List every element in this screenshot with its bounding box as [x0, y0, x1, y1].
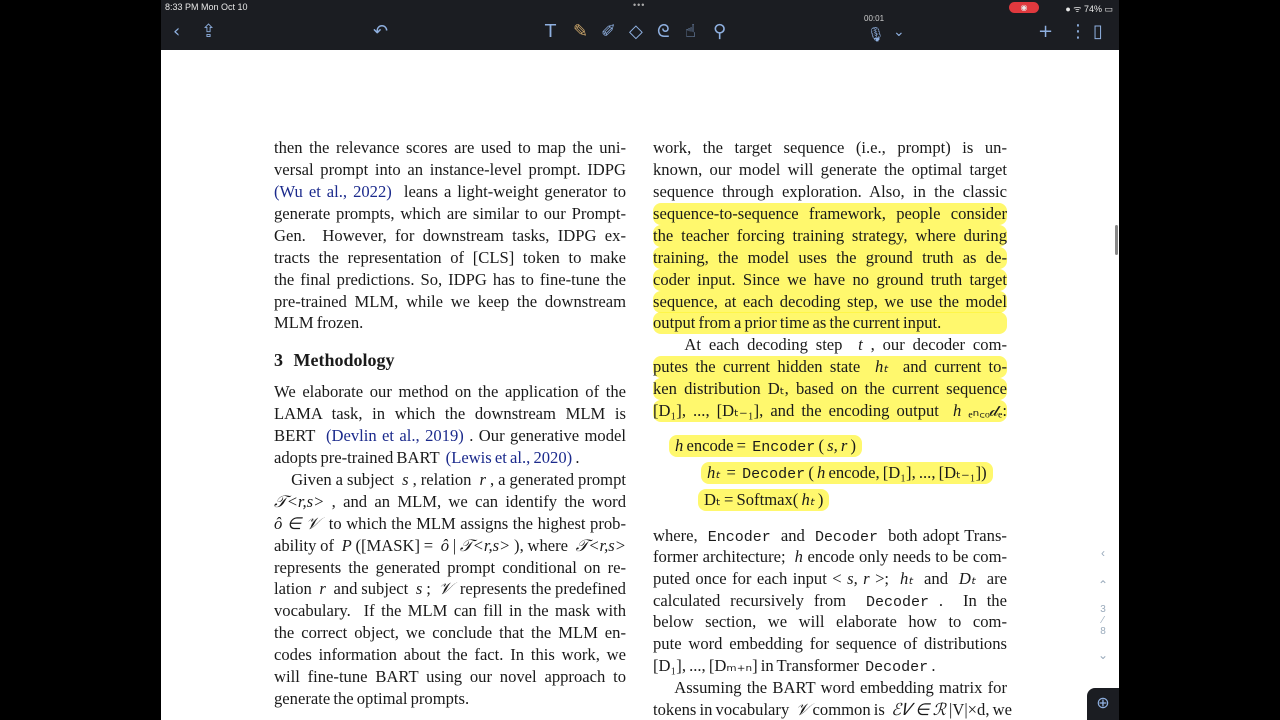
battery-indicator: ● ᯤ 74% ▭ [1065, 4, 1113, 14]
text-line [653, 225, 1007, 247]
page-down-icon[interactable]: ⌄ [1097, 648, 1109, 662]
inline-it: hₜ [899, 569, 914, 588]
inline-it: r [319, 579, 326, 598]
text-line [653, 269, 1007, 291]
inline-mono: Decoder [814, 529, 878, 546]
text-segment: coder input. Since we have no ground truth target [653, 270, 1007, 289]
text-segment: At each decoding step [653, 335, 851, 354]
text-line [274, 578, 626, 600]
text-segment: encode only needs to be com- [807, 547, 1008, 566]
text-segment: LAMA task, in which the downstream MLM is [274, 404, 626, 423]
text-segment: . In the [938, 591, 1007, 610]
text-line [274, 491, 626, 513]
inline-it: ô ∈ 𝒱 [274, 514, 320, 533]
text-line [653, 655, 1007, 677]
text-segment: | [452, 536, 457, 555]
text-segment: . Our generative model [469, 426, 626, 445]
text-segment: then the relevance scores are used to map the uni- [274, 138, 626, 157]
text-segment: ; [426, 579, 435, 598]
lasso-tool-icon[interactable]: ᘓ [657, 21, 670, 42]
multitask-dots[interactable]: ••• [633, 0, 646, 10]
page-indicator [1090, 604, 1116, 637]
text-segment: and current to- [895, 357, 1007, 376]
eraser-tool-icon[interactable]: ◇ [629, 21, 643, 42]
text-segment: sequence-to-sequence framework, people consider [653, 204, 1007, 223]
text-segment: the teacher forcing training strategy, where during [653, 226, 1007, 245]
text-line [653, 159, 1007, 181]
text-segment: will fine-tune BART using our novel approach to [274, 667, 626, 686]
text-segment: putes the current hidden state [653, 357, 868, 376]
text-line [653, 356, 1007, 378]
text-line [653, 568, 1007, 590]
highlighter-tool-icon[interactable]: ✐ [601, 21, 617, 42]
citation-link[interactable]: (Lewis et al., 2020) [445, 448, 573, 467]
text-line [653, 699, 1012, 720]
text-line [274, 644, 626, 666]
text-segment: We elaborate our method on the application of the [274, 382, 626, 401]
text-line [274, 225, 626, 247]
inline-it: 𝒯<r,s> [274, 492, 325, 511]
text-line [274, 312, 626, 334]
text-line [653, 291, 1007, 313]
text-segment: [D₁], ..., [Dₘ₊ₙ] in Transformer [653, 656, 863, 675]
text-segment: represents the predefined [456, 579, 626, 598]
text-line [653, 611, 1007, 633]
text-segment: , our decoder com- [870, 335, 1008, 354]
text-segment: ken distribution Dₜ, based on the current sequence [653, 379, 1007, 398]
text-line [274, 159, 626, 181]
text-line [274, 557, 626, 579]
zoom-icon[interactable]: ⊕ [1087, 688, 1119, 720]
text-line [653, 525, 1007, 547]
text-segment: lation [274, 579, 316, 598]
inline-mono: Encoder [752, 439, 816, 456]
text-line [274, 688, 626, 710]
text-segment: both adopt Trans- [883, 526, 1007, 545]
inline-mono: Decoder [865, 594, 929, 611]
equation [701, 462, 993, 484]
text-line [274, 535, 626, 557]
text-line [274, 291, 626, 313]
inline-it: Dₜ [958, 569, 976, 588]
inline-mono: Decoder [742, 466, 806, 483]
text-segment: training, the model uses the ground truth as de- [653, 248, 1007, 267]
text-segment: , and an MLM, we can identify the word [331, 492, 626, 511]
text-segment: Given a subject [274, 470, 399, 489]
text-line [274, 203, 626, 225]
total-pages: 8 [1100, 626, 1106, 637]
text-segment: sequence, at each decoding step, we use the model [653, 292, 1007, 311]
text-segment: work, the target sequence (i.e., prompt) is un- [653, 138, 1007, 157]
text-segment: adopts pre-trained BART [274, 448, 443, 467]
microphone-icon[interactable]: 🎙 [867, 27, 885, 43]
text-segment: codes information about the fact. In this work, we [274, 645, 626, 664]
text-line [274, 513, 626, 535]
text-segment: former architecture; [653, 547, 791, 566]
inline-mono: Encoder [707, 529, 771, 546]
text-segment: versal prompt into an instance-level prompt. IDPG [274, 160, 626, 179]
section-title: Methodology [293, 350, 395, 370]
inline-it: s [402, 470, 409, 489]
inline-mono: Decoder [865, 659, 929, 676]
text-segment: . [931, 656, 936, 675]
scrollbar[interactable] [1115, 225, 1118, 255]
text-line [653, 203, 1007, 225]
text-line [274, 425, 626, 447]
share-icon[interactable]: ⇪ [201, 21, 217, 42]
inline-it: hₜ [801, 490, 815, 509]
text-segment: Dₜ = Softmax( [704, 490, 799, 509]
inline-it: r [479, 470, 486, 489]
text-segment: , a generated prompt [490, 470, 626, 489]
text-segment: pute word embedding for sequence of distributions [653, 634, 1007, 653]
text-segment: below section, we will elaborate how to com- [653, 612, 1007, 631]
text-line [274, 269, 626, 291]
text-segment: ) [817, 490, 824, 509]
text-segment: and subject [329, 579, 413, 598]
text-segment: output from a prior time as the current input. [653, 313, 942, 332]
hand-tool-icon[interactable]: ☝ [685, 21, 696, 42]
text-line [653, 590, 1007, 612]
text-segment: known, our model will generate the optimal target [653, 160, 1007, 179]
text-segment: generate the optimal prompts. [274, 689, 470, 708]
back-icon[interactable]: ‹ [173, 21, 181, 42]
inline-it: ℰ𝑉 ∈ ℛ [891, 700, 946, 719]
text-segment: ( [818, 436, 824, 455]
text-segment: represents the generated prompt conditional on re- [274, 558, 626, 577]
text-segment: tracts the representation of [CLS] token to make [274, 248, 626, 267]
inline-it: hₜ [874, 357, 889, 376]
more-icon[interactable]: ⋮ [1069, 21, 1087, 42]
text-line [274, 403, 626, 425]
text-segment: , relation [412, 470, 476, 489]
pages-icon[interactable]: ▯ [1093, 21, 1103, 42]
inline-it: 𝒯<r,s> [459, 536, 511, 555]
text-segment: the final predictions. So, IDPG has to fine-tune the [274, 270, 626, 289]
undo-icon[interactable]: ↶ [373, 21, 389, 42]
text-line [653, 334, 1007, 356]
text-line [653, 137, 1007, 159]
chevron-down-icon[interactable]: ⌄ [893, 24, 905, 40]
text-segment: . [575, 448, 580, 467]
text-segment: >; [875, 569, 895, 588]
text-tool-icon[interactable]: T [545, 21, 556, 42]
clock: 8:33 PM Mon Oct 10 [165, 2, 248, 12]
text-segment: vocabulary. If the MLM can fill in the mask with [274, 601, 626, 620]
inline-it: s, r [827, 436, 848, 455]
text-line [274, 447, 626, 469]
text-line [274, 469, 626, 491]
inline-it: s [415, 579, 423, 598]
inline-it: h [817, 463, 826, 482]
text-segment: ([MASK] = [355, 536, 437, 555]
text-segment: ), where [514, 536, 572, 555]
equation [669, 435, 862, 457]
inline-it: h [675, 436, 684, 455]
inline-it: 𝒯<r,s> [575, 536, 626, 555]
section-number: 3 [274, 350, 283, 370]
text-segment: generate prompts, which are similar to our Prompt- [274, 204, 626, 223]
recording-timer: 00:01 [864, 14, 885, 23]
text-segment: where, [653, 526, 703, 545]
text-segment: leans a light-weight generator to [397, 182, 626, 201]
text-segment: [D₁], ..., [Dₜ₋₁], and the encoding output [653, 401, 946, 420]
text-segment: puted once for each input < [653, 569, 842, 588]
text-line [274, 600, 626, 622]
text-line [274, 247, 626, 269]
text-segment: |V|×d, we [949, 700, 1012, 719]
text-segment: and [918, 569, 954, 588]
text-line [653, 247, 1007, 269]
status-bar [161, 0, 1119, 14]
text-line [653, 546, 1007, 568]
text-line [653, 312, 1007, 334]
inline-it: 𝒱 [795, 700, 810, 719]
citation-link[interactable]: (Devlin et al., 2019) [325, 426, 464, 445]
text-segment: MLM frozen. [274, 313, 364, 332]
text-segment: pre-trained MLM, while we keep the downstream [274, 292, 626, 311]
record-indicator[interactable]: ◉ [1009, 2, 1039, 13]
text-line [274, 666, 626, 688]
section-heading [274, 349, 395, 371]
text-segment: ( [808, 463, 814, 482]
text-segment: Gen. However, for downstream tasks, IDPG ex- [274, 226, 626, 245]
text-segment: are [981, 569, 1007, 588]
text-segment: tokens in vocabulary [653, 700, 793, 719]
citation-link[interactable]: (Wu et al., 2022) [274, 182, 392, 201]
text-line [274, 137, 626, 159]
text-segment: the correct object, we conclude that the MLM en- [274, 623, 626, 642]
text-line [653, 181, 1007, 203]
pen-tool-icon[interactable]: ✎ [573, 21, 589, 42]
inline-it: P [341, 536, 352, 555]
text-segment: common is [812, 700, 888, 719]
inline-it: 𝒱 [438, 579, 453, 598]
text-line [653, 378, 1007, 400]
page-separator: ⁄ [1102, 615, 1104, 626]
text-segment: BERT [274, 426, 321, 445]
text-segment: = [723, 463, 740, 482]
text-segment: calculated recursively from [653, 591, 857, 610]
text-line [274, 181, 626, 203]
text-segment: sequence through exploration. Also, in the classic [653, 182, 1007, 201]
text-segment: ) [850, 436, 857, 455]
toolbar [161, 14, 1119, 50]
equation [698, 489, 829, 511]
text-segment: Assuming the BART word embedding matrix for [653, 678, 1007, 697]
inline-it: s, r [847, 569, 870, 588]
text-segment: encode = [686, 436, 750, 455]
inline-it: h [953, 401, 962, 420]
text-segment: encode, [D₁], ..., [Dₜ₋₁]) [828, 463, 987, 482]
text-line [653, 633, 1007, 655]
text-segment: ability of [274, 536, 338, 555]
text-segment: and [775, 526, 810, 545]
document-page [161, 50, 1119, 720]
inline-it: ô [440, 536, 450, 555]
text-line [653, 677, 1007, 699]
inline-it: hₜ [707, 463, 721, 482]
text-segment: ₑₙ꜀ₒ𝒹ₑ: [968, 401, 1007, 420]
inline-it: t [858, 335, 863, 354]
text-line [653, 400, 1007, 422]
page-up-icon[interactable]: ⌃ [1097, 578, 1109, 592]
current-page: 3 [1100, 604, 1106, 615]
inline-it: h [794, 547, 803, 566]
collapse-sidebar-icon[interactable]: ‹ [1101, 546, 1105, 560]
link-tool-icon[interactable]: ⚲ [713, 21, 727, 42]
text-line [274, 381, 626, 403]
text-line [274, 622, 626, 644]
text-segment: to which the MLM assigns the highest prob- [324, 514, 626, 533]
add-page-icon[interactable]: + [1038, 21, 1054, 42]
